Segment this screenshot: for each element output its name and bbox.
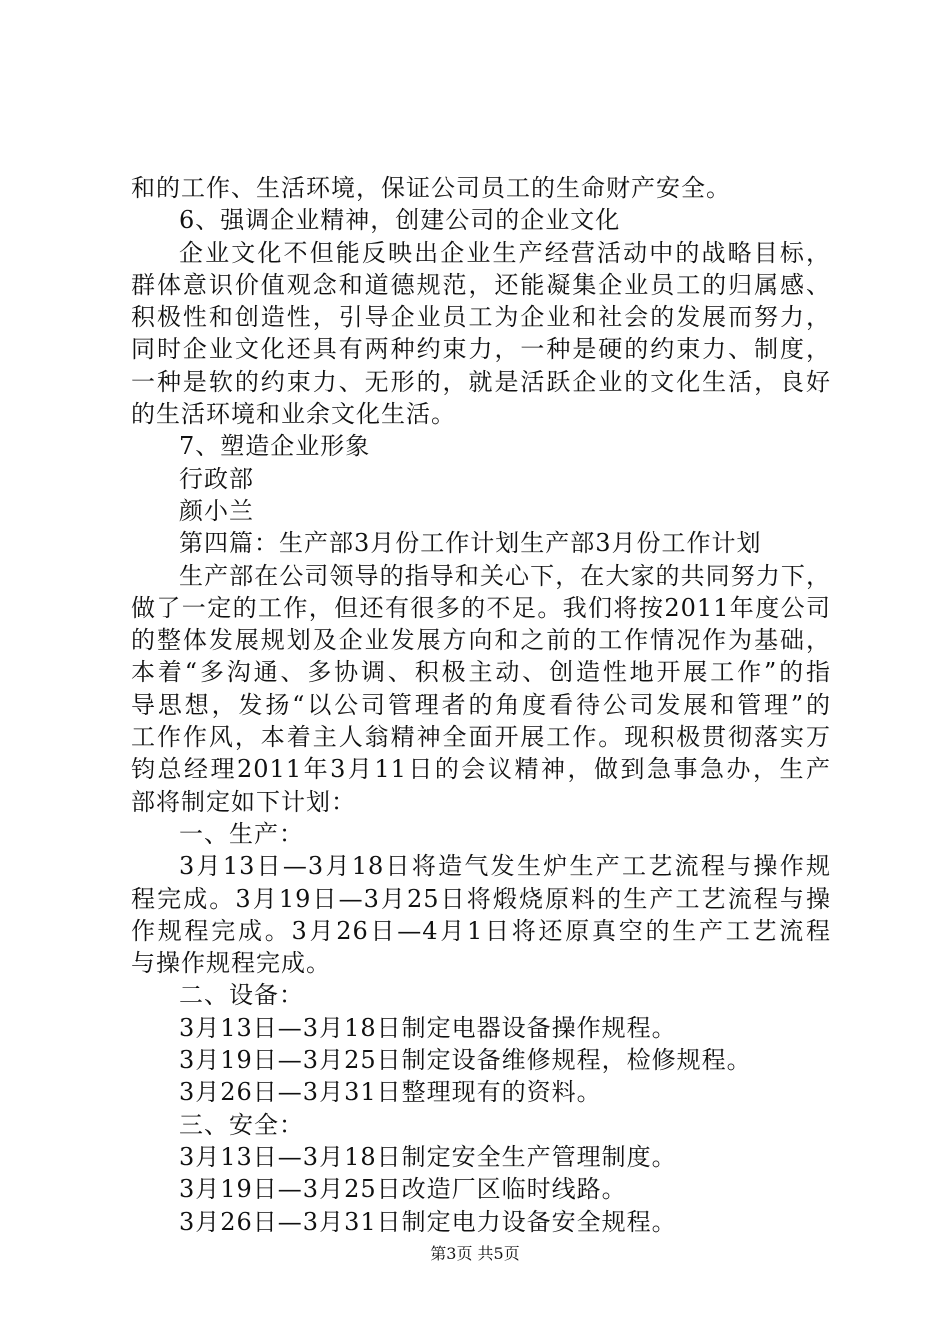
text-line: 一、生产：	[179, 819, 304, 848]
text-line: 钧总经理2011年3月11日的会议精神，做到急事急办，生产	[131, 755, 831, 784]
text-line: 积极性和创造性，引导企业员工为企业和社会的发展而努力，	[131, 303, 831, 332]
text-line: 和的工作、生活环境，保证公司员工的生命财产安全。	[131, 174, 731, 202]
text-line: 3月13日—3月18日制定安全生产管理制度。	[179, 1142, 677, 1171]
text-line: 与操作规程完成。	[131, 949, 331, 978]
text-line: 7、塑造企业形象	[179, 432, 371, 461]
text-line: 同时企业文化还具有两种约束力，一种是硬的约束力、制度，	[131, 335, 831, 364]
text-line: 企业文化不但能反映出企业生产经营活动中的战略目标，	[179, 238, 831, 267]
text-line: 颜小兰	[179, 496, 254, 525]
text-line: 生产部在公司领导的指导和关心下，在大家的共同努力下，	[179, 561, 831, 590]
document-body	[131, 172, 831, 1238]
text-line: 作规程完成。3月26日—4月1日将还原真空的生产工艺流程	[131, 916, 831, 945]
page-footer: 第3页 共5页	[430, 1244, 520, 1263]
text-line: 的生活环境和业余文化生活。	[131, 400, 456, 429]
text-line: 本着“多沟通、多协调、积极主动、创造性地开展工作”的指	[131, 658, 831, 687]
text-line: 一种是软的约束力、无形的，就是活跃企业的文化生活，良好	[131, 367, 831, 396]
text-line: 工作作风，本着主人翁精神全面开展工作。现积极贯彻落实万	[131, 723, 831, 752]
text-line: 3月26日—3月31日制定电力设备安全规程。	[179, 1207, 677, 1236]
text-line: 程完成。3月19日—3月25日将煅烧原料的生产工艺流程与操	[131, 884, 831, 913]
text-line: 导思想，发扬“以公司管理者的角度看待公司发展和管理”的	[131, 690, 831, 719]
text-line: 3月19日—3月25日改造厂区临时线路。	[179, 1175, 627, 1204]
text-line: 6、强调企业精神，创建公司的企业文化	[179, 206, 621, 235]
text-line: 3月13日—3月18日将造气发生炉生产工艺流程与操作规	[179, 852, 831, 881]
text-line: 三、安全：	[179, 1110, 304, 1139]
text-line: 行政部	[179, 464, 254, 493]
text-line: 3月13日—3月18日制定电器设备操作规程。	[179, 1013, 677, 1042]
text-line: 做了一定的工作，但还有很多的不足。我们将按2011年度公司	[131, 593, 831, 622]
text-line: 3月26日—3月31日整理现有的资料。	[179, 1078, 602, 1107]
text-line: 部将制定如下计划：	[131, 787, 356, 816]
text-line: 的整体发展规划及企业发展方向和之前的工作情况作为基础，	[131, 626, 831, 655]
text-line: 第四篇：生产部3月份工作计划生产部3月份工作计划	[179, 529, 762, 558]
text-line: 二、设备：	[179, 981, 304, 1010]
text-line: 3月19日—3月25日制定设备维修规程，检修规程。	[179, 1046, 752, 1075]
text-line: 群体意识价值观念和道德规范，还能凝集企业员工的归属感、	[131, 270, 831, 299]
